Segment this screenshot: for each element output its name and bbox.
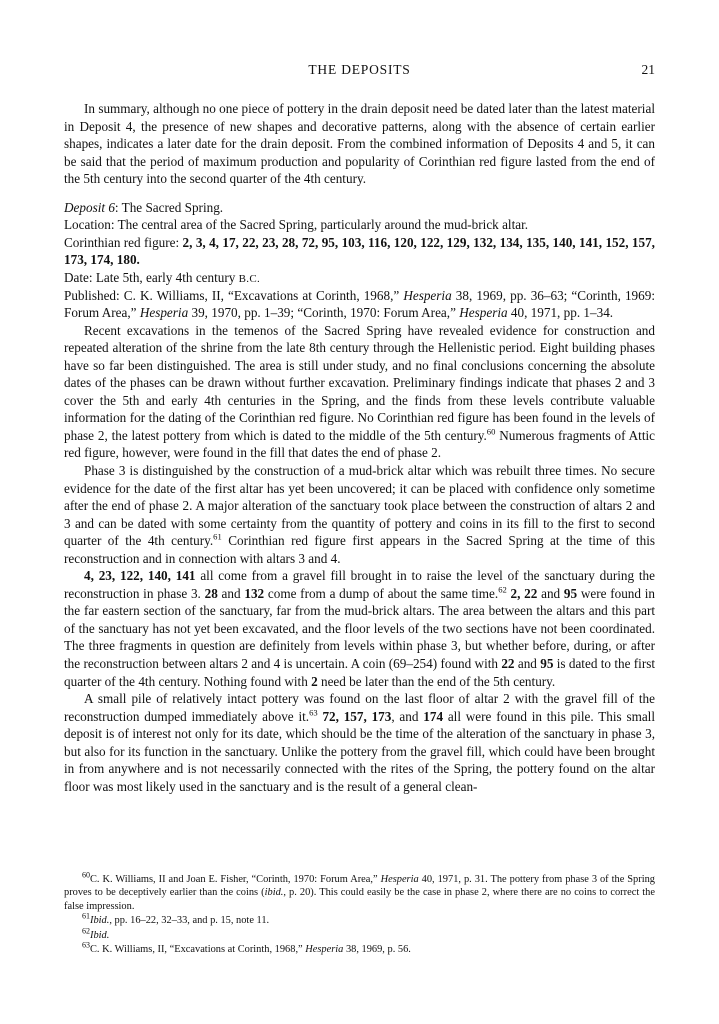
page-title: THE DEPOSITS: [308, 62, 411, 77]
running-head: [64, 62, 655, 88]
corinthian-numbers: 2, 3, 4, 17, 22, 23, 28, 72, 95, 103, 116, 120, 122, 129, 132, 134, 135, 140, 141, 152, 157, 173, 174, 180.: [64, 234, 655, 268]
paragraph-summary: In summary, although no one piece of pottery in the drain deposit need be dated later than the latest material in Deposit 4, the presence of new shapes and decorative patterns, along with the absence of certain earlier shapes, indicates a later date for the drain deposit. From the combined information of Deposits 4 and 5, it can be said that the period of maximum production and popularity of Corinthian red figure lasted from the end of the 5th century into the second quarter of the 4th century.: [64, 101, 655, 187]
published-line: Published: C. K. Williams, II, “Excavations at Corinth, 1968,” Hesperia 38, 1969, pp. 36–63; “Corinth, 1969: Forum Area,” Hesperia 39, 1970, pp. 1–39; “Corinth, 1970: Forum Area,” Hesperia 40, 1971, pp. 1–34.: [64, 287, 655, 321]
deposit-heading: [64, 199, 655, 217]
paragraph-pottery-pile: A small pile of relatively intact pottery was found on the last floor of altar 2 with the gravel fill of the reconstruction dumped immediately above it.$^{63}$ 72, 157, 173, and 174 all were found in this pile. This small deposit is of interest not only for its date, which should be the time of the alteration of the sanctuary in phase 3, but also for its function in the sanctuary. Unlike the pottery from the gravel fill, which could have been brought in from anywhere and is not necessarily connected with the rites of the Spring, the pottery found on the altar floor was most likely used in the sanctuary and is the result of a general clean-: [64, 691, 656, 794]
paragraph-phase3: Phase 3 is distinguished by the construction of a mud-brick altar which was rebuilt three times. No secure evidence for the date of the first altar has yet been uncovered; it can be placed with confidence only sometime after the end of phase 2. A major alteration of the sanctuary took place between the construction of altars 2 and 3 and can be dated with some certainty from the quantity of pottery and coins in its fill to the first to second quarter of the 4th century.$^{61}$ Corinthian red figure first appears in the Sacred Spring at the time of this reconstruction and in connection with altars 3 and 4.: [64, 463, 655, 566]
date-line: Date: Late 5th, early 4th century B.C.: [64, 269, 261, 285]
footnotes: [64, 870, 655, 958]
location-line: Location: The central area of the Sacred Spring, particularly around the mud-brick altar.: [64, 217, 529, 233]
paragraph-catalogue-numbers: 4, 23, 122, 140, 141 all come from a gravel fill brought in to raise the level of the sanctuary during the reconstruction in phase 3. 28 and 132 come from a dump of about the same time.$^{62}$ 2, 22 and 95 were found in the far eastern section of the sanctuary, far from the mud-brick altars. The area between the altars and this part of the sanctuary has not yet been excavated, and the floor levels of the two sections have not been coordinated. The three fragments in question are definitely from levels within phase 3, but whether before, during, or after the reconstruction between altars 2 and 4 is uncertain. A coin (69–254) found with 22 and 95 is dated to the first quarter of the 4th century. Nothing found with 2 need be later than the end of the 5th century.: [64, 568, 656, 689]
footnote-ref-63[interactable]: 63: [309, 707, 318, 718]
spacer: [64, 188, 655, 199]
deposit-label: Deposit 6: [64, 199, 115, 215]
deposit-title: : The Sacred Spring.: [114, 199, 224, 215]
footnote-ref-60[interactable]: 60: [486, 426, 496, 437]
date-era: B.C.: [238, 272, 261, 285]
footnote-60: $^{60}$C. K. Williams, II and Joan E. Fisher, “Corinth, 1970: Forum Area,” Hesperia 40, 1971, p. 31. The pottery from phase 3 of the Spring proves to be deceptively earlier than the coins (ibid., p. 20). This could easily be the case in phase 2, where there are no coins to correct the false impression.: [64, 870, 655, 912]
footnote-62: $^{62}$Ibid.: [82, 926, 110, 941]
footnote-marker: 63: [82, 941, 90, 951]
paragraph-excavations: Recent excavations in the temenos of the Sacred Spring have revealed evidence for construction and repeated alteration of the shrine from the late 8th century through the Hellenistic period. Eight building phases have so far been distinguished. The area is still under study, and no final conclusions concerning the absolute dates of the phases can be drawn without further excavation. Preliminary findings indicate that phases 2 and 3 cover the 5th and early 4th centuries in the Spring, and the finds from these levels contribute valuable information for the dating of the Corinthian red figure. No Corinthian red figure has been found in the levels of phase 2, the latest pottery from which is dated to the middle of the 5th century.$^{60}$ Numerous fragments of Attic red figure, however, were found in the fill that dates the end of phase 2.: [64, 322, 656, 461]
footnote-61: $^{61}$Ibid., pp. 16–22, 32–33, and p. 15, note 11.: [82, 911, 270, 927]
page-number: 21: [641, 62, 655, 77]
footnote-ref-61[interactable]: 61: [213, 531, 222, 542]
body-text: [64, 100, 655, 795]
footnote-ref-62[interactable]: 62: [498, 584, 507, 595]
footnote-63: $^{63}$C. K. Williams, II, “Excavations at Corinth, 1968,” Hesperia 38, 1969, p. 56.: [82, 941, 411, 956]
footnote-marker: 60: [82, 870, 90, 880]
footnote-marker: 62: [82, 926, 90, 936]
corinthian-label: Corinthian red figure:: [64, 234, 183, 250]
corinthian-line: [64, 234, 655, 269]
footnote-marker: 61: [82, 911, 90, 921]
